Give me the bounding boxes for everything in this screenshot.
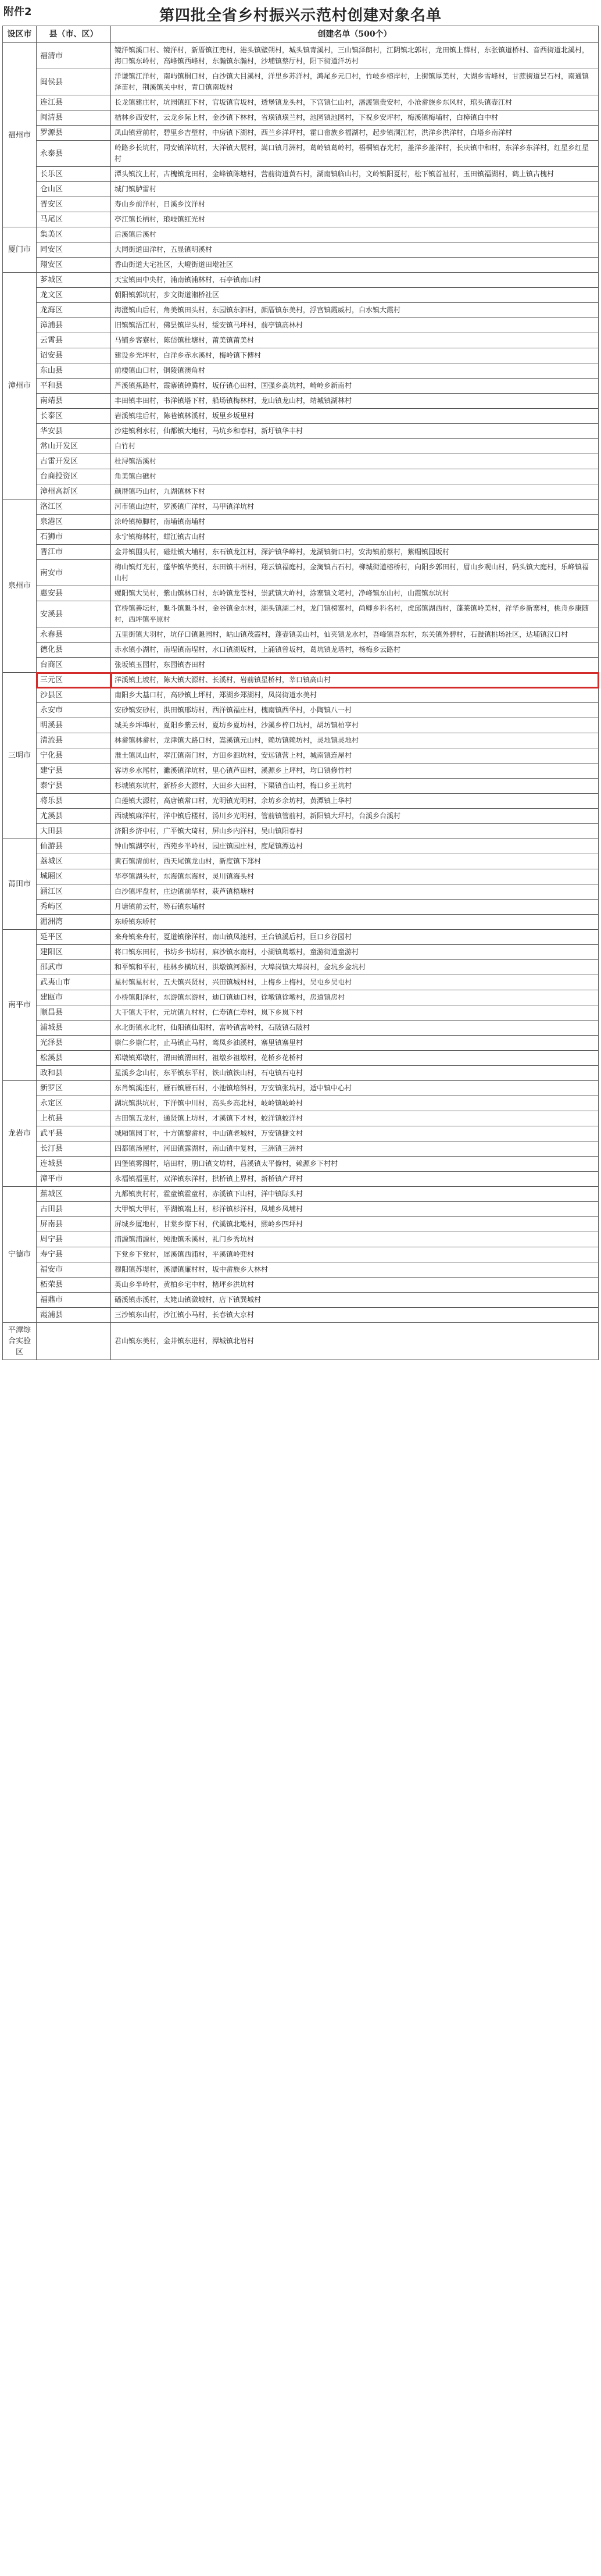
county-cell: 新罗区 (37, 1081, 111, 1096)
table-row (3, 884, 599, 900)
city-cell: 宁德市 (3, 1187, 37, 1323)
table-row (3, 627, 599, 643)
county-cell: 集美区 (37, 227, 111, 242)
villages-cell: 沙建镇利水村，仙都镇大地村，马坑乡和春村，新圩镇华丰村 (111, 424, 599, 439)
county-cell: 泉港区 (37, 515, 111, 530)
county-cell: 建瓯市 (37, 990, 111, 1005)
county-cell: 古雷开发区 (37, 454, 111, 469)
villages-cell: 涂岭镇樟脚村，南埔镇南埔村 (111, 515, 599, 530)
table-row (3, 1051, 599, 1066)
table-row (3, 167, 599, 182)
village-list-table (2, 26, 599, 1360)
villages-cell: 四都镇汤屋村，河田镇露湖村，南山镇中复村，三洲镇三洲村 (111, 1141, 599, 1157)
villages-cell: 大同街道田洋村，五显镇明溪村 (111, 242, 599, 258)
villages-cell: 下党乡下党村，犀溪镇西浦村，平溪镇岭兜村 (111, 1247, 599, 1262)
table-row (3, 915, 599, 930)
county-cell: 安溪县 (37, 601, 111, 627)
villages-cell: 建设乡光坪村，白洋乡赤水溪村，梅岭镇下傅村 (111, 348, 599, 363)
table-row (3, 197, 599, 212)
table-row (3, 763, 599, 779)
county-cell: 周宁县 (37, 1232, 111, 1247)
header-city: 设区市 (3, 26, 37, 43)
city-cell: 厦门市 (3, 227, 37, 273)
villages-cell: 大甲镇大甲村，平湖镇端上村，杉洋镇杉洋村，凤埔乡凤埔村 (111, 1202, 599, 1217)
table-row (3, 1202, 599, 1217)
table-row (3, 673, 599, 688)
table-row (3, 1232, 599, 1247)
villages-cell: 岭路乡长坑村，同安镇洋坑村，大洋镇大展村，嵩口镇月洲村，葛岭镇葛岭村，梧桐镇春光村，盖洋乡盖洋村，长庆镇中和村，东洋乡东洋村，红星乡红星村 (111, 141, 599, 167)
county-cell: 晋安区 (37, 197, 111, 212)
county-cell: 福清市 (37, 43, 111, 69)
county-cell: 屏南县 (37, 1217, 111, 1232)
villages-cell: 将口镇东田村，书坊乡书坊村，麻沙镇水南村，小湖镇葛墩村，童游街道童游村 (111, 945, 599, 960)
villages-cell: 后溪镇后溪村 (111, 227, 599, 242)
table-row (3, 318, 599, 333)
county-cell: 顺昌县 (37, 1005, 111, 1021)
county-cell: 长乐区 (37, 167, 111, 182)
villages-cell: 屏城乡厦地村，甘棠乡漈下村，代溪镇北墘村，熙岭乡四坪村 (111, 1217, 599, 1232)
county-cell: 台商投资区 (37, 469, 111, 484)
table-row (3, 110, 599, 126)
table-row (3, 688, 599, 703)
county-cell: 永安市 (37, 703, 111, 718)
villages-cell: 芦溪镇蕉路村，霞寨镇钟腾村，坂仔镇心田村，国强乡高坑村，崎岭乡新南村 (111, 379, 599, 394)
county-cell: 东山县 (37, 363, 111, 379)
villages-cell: 官桥镇善坛村，魁斗镇魁斗村，金谷镇金东村，湖头镇湖二村，龙门镇榜寨村，尚卿乡科名村，虎邱镇湖西村，蓬莱镇岭美村，祥华乡新寨村，桃舟乡康随村，西坪镇平原村 (111, 601, 599, 627)
villages-cell: 五里街镇大羽村，坑仔口镇魁园村，岵山镇茂霞村，蓬壶镇美山村，仙夹镇龙水村，吾峰镇吾东村，东关镇外碧村，石鼓镇桃场社区，达埔镇汉口村 (111, 627, 599, 643)
county-cell: 浦城县 (37, 1021, 111, 1036)
county-cell: 漳州高新区 (37, 484, 111, 499)
table-row (3, 748, 599, 763)
county-cell: 荔城区 (37, 854, 111, 869)
villages-cell: 白沙镇坪盘村，庄边镇前华村，萩芦镇梧塘村 (111, 884, 599, 900)
county-cell: 泰宁县 (37, 779, 111, 794)
villages-cell: 客坊乡水尾村，濉溪镇洋坑村，里心镇芦田村，溪源乡上坪村，均口镇修竹村 (111, 763, 599, 779)
villages-cell: 寿山乡前洋村，日溪乡汶洋村 (111, 197, 599, 212)
table-row (3, 1066, 599, 1081)
table-row (3, 212, 599, 227)
county-cell: 连城县 (37, 1157, 111, 1172)
table-row (3, 499, 599, 515)
county-cell: 延平区 (37, 930, 111, 945)
county-cell: 马尾区 (37, 212, 111, 227)
county-cell: 尤溪县 (37, 809, 111, 824)
table-row (3, 930, 599, 945)
villages-cell: 螺阳镇大吴村，紫山镇林口村，东岭镇龙苍村，崇武镇大岞村，涂寨镇文笔村，净峰镇东山村，山霞镇东坑村 (111, 586, 599, 601)
county-cell: 宁化县 (37, 748, 111, 763)
county-cell: 涵江区 (37, 884, 111, 900)
villages-cell: 天宝镇田中央村，浦南镇浦林村，石亭镇南山村 (111, 273, 599, 288)
county-cell: 建阳区 (37, 945, 111, 960)
county-cell: 上杭县 (37, 1111, 111, 1126)
county-cell: 台商区 (37, 658, 111, 673)
table-row (3, 854, 599, 869)
villages-cell: 赤水镇小湖村，南埕镇南埕村，水口镇湖坂村，上涌镇曾坂村，葛坑镇龙塔村，杨梅乡云路村 (111, 643, 599, 658)
city-cell: 三明市 (3, 673, 37, 839)
county-cell: 古田县 (37, 1202, 111, 1217)
county-cell: 平和县 (37, 379, 111, 394)
county-cell: 秀屿区 (37, 900, 111, 915)
table-row (3, 1111, 599, 1126)
county-cell: 德化县 (37, 643, 111, 658)
header-county: 县（市、区） (37, 26, 111, 43)
county-cell: 龙文区 (37, 288, 111, 303)
villages-cell: 城厢镇园丁村，十方镇黎畲村，中山镇老城村，万安镇捷文村 (111, 1126, 599, 1141)
table-row (3, 379, 599, 394)
villages-cell: 三沙镇东山村，沙江镇小马村，长春镇大京村 (111, 1308, 599, 1323)
table-row (3, 43, 599, 69)
county-cell: 松溪县 (37, 1051, 111, 1066)
villages-cell: 河市镇山边村，罗溪镇广洋村，马甲镇洋坑村 (111, 499, 599, 515)
table-row (3, 258, 599, 273)
villages-cell: 凤山镇营前村，碧里乡吉壁村，中房镇下湖村，西兰乡洋坪村，霍口畲族乡福湖村，起步镇洞江村，洪洋乡洪洋村，白塔乡南洋村 (111, 126, 599, 141)
table-row (3, 1278, 599, 1293)
county-cell: 仓山区 (37, 182, 111, 197)
table-row (3, 1036, 599, 1051)
villages-cell: 金井镇围头村，磁灶镇大埔村，东石镇龙江村，深沪镇华峰村，龙湖镇衙口村，安海镇前蔡村，紫帽镇园坂村 (111, 545, 599, 560)
villages-cell: 海澄镇山后村，角美镇田头村，东园镇东泗村，颜厝镇东美村，浮宫镇霞威村，白水镇大霞村 (111, 303, 599, 318)
county-cell: 常山开发区 (37, 439, 111, 454)
county-cell: 漳平市 (37, 1172, 111, 1187)
villages-cell: 张坂镇玉园村，东园镇杏田村 (111, 658, 599, 673)
county-cell: 蕉城区 (37, 1187, 111, 1202)
county-cell: 诏安县 (37, 348, 111, 363)
table-row (3, 703, 599, 718)
villages-cell: 小桥镇阳泽村，东游镇东游村，迪口镇迪口村，徐墩镇徐墩村，房道镇房村 (111, 990, 599, 1005)
county-cell: 长汀县 (37, 1141, 111, 1157)
villages-cell: 林畲镇林畲村，龙津镇大路口村，嵩溪镇元山村，赖坊镇赖坊村，灵地镇灵地村 (111, 733, 599, 748)
villages-cell: 马铺乡客寮村，陈岱镇杜塘村，莆美镇莆美村 (111, 333, 599, 348)
county-cell: 福鼎市 (37, 1293, 111, 1308)
table-row (3, 394, 599, 409)
table-row (3, 794, 599, 809)
county-cell: 惠安县 (37, 586, 111, 601)
villages-cell: 西城镇麻洋村，洋中镇后楼村，汤川乡光明村，管前镇管前村，新阳镇大坪村，台溪乡台溪村 (111, 809, 599, 824)
table-row (3, 242, 599, 258)
villages-cell: 水北街镇水北村，仙阳镇仙阳村，富岭镇富岭村，石陂镇石陂村 (111, 1021, 599, 1036)
table-row (3, 182, 599, 197)
county-cell (37, 1323, 111, 1360)
table-row (3, 1172, 599, 1187)
table-row (3, 1247, 599, 1262)
county-cell: 南靖县 (37, 394, 111, 409)
table-row (3, 530, 599, 545)
table-row (3, 1157, 599, 1172)
county-cell: 石狮市 (37, 530, 111, 545)
county-cell: 建宁县 (37, 763, 111, 779)
table-row (3, 945, 599, 960)
table-row (3, 1005, 599, 1021)
county-cell: 武夷山市 (37, 975, 111, 990)
table-row (3, 288, 599, 303)
city-cell: 平潭综合实验区 (3, 1323, 37, 1360)
villages-cell: 穆阳镇苏堤村，溪潭镇廉村村，坂中畲族乡大林村 (111, 1262, 599, 1278)
villages-cell: 磻溪镇赤溪村，太姥山镇潋城村，店下镇巽城村 (111, 1293, 599, 1308)
county-cell: 闽清县 (37, 110, 111, 126)
city-cell: 龙岩市 (3, 1081, 37, 1187)
county-cell: 云霄县 (37, 333, 111, 348)
villages-cell: 洋谦镇江洋村，南屿镇桐口村，白沙镇大目溪村，洋里乡苏洋村，鸿尾乡元口村，竹岐乡榕岸村，上街镇厚美村，大湖乡雪峰村，甘蔗街道昙石村，南通镇泽苗村，荆溪镇关中村，青口镇南坂村 (111, 69, 599, 95)
villages-cell: 淮土镇凤山村，翠江镇南门村，方田乡泗坑村，安远镇营上村，城南镇连屋村 (111, 748, 599, 763)
county-cell: 将乐县 (37, 794, 111, 809)
villages-cell: 杜浔镇浯溪村 (111, 454, 599, 469)
county-cell: 南安市 (37, 560, 111, 586)
villages-cell: 君山镇东美村，金井镇东进村，潭城镇北岩村 (111, 1323, 599, 1360)
table-row (3, 409, 599, 424)
villages-cell: 月塘镇前云村，笏石镇东埔村 (111, 900, 599, 915)
table-row (3, 454, 599, 469)
villages-cell: 丰田镇丰田村，书洋镇塔下村，船场镇梅林村，龙山镇龙山村，靖城镇湖林村 (111, 394, 599, 409)
table-row (3, 424, 599, 439)
table-row (3, 975, 599, 990)
villages-cell: 浦源镇浦源村，纯池镇禾溪村，礼门乡秀坑村 (111, 1232, 599, 1247)
villages-cell: 钟山镇湖亭村，西苑乡半岭村，园庄镇园庄村，度尾镇潭边村 (111, 839, 599, 854)
table-row (3, 809, 599, 824)
county-cell: 芗城区 (37, 273, 111, 288)
city-cell: 泉州市 (3, 499, 37, 673)
city-cell: 南平市 (3, 930, 37, 1081)
table-row (3, 990, 599, 1005)
villages-cell: 岩溪镇珪后村，陈巷镇林溪村，坂里乡坂里村 (111, 409, 599, 424)
table-row (3, 718, 599, 733)
villages-cell: 杉城镇东坑村，新桥乡大源村，大田乡大田村，下渠镇音山村，梅口乡王坑村 (111, 779, 599, 794)
table-row (3, 779, 599, 794)
villages-cell: 崇仁乡崇仁村，止马镇止马村，鸾凤乡油溪村，寨里镇寨里村 (111, 1036, 599, 1051)
table-row (3, 560, 599, 586)
table-row (3, 69, 599, 95)
villages-cell: 梅山镇灯光村，蓬华镇华美村，东田镇丰州村，翔云镇福庭村，金淘镇占石村，柳城街道榕桥村，向阳乡郭田村，眉山乡观山村，码头镇大庭村，乐峰镇福山村 (111, 560, 599, 586)
county-cell: 永泰县 (37, 141, 111, 167)
county-cell: 洛江区 (37, 499, 111, 515)
table-row (3, 586, 599, 601)
city-cell: 漳州市 (3, 273, 37, 499)
table-row (3, 1217, 599, 1232)
villages-cell: 旧镇镇浯江村，佛昙镇岸头村，绥安镇马坪村，前亭镇高林村 (111, 318, 599, 333)
villages-cell: 城关乡坪埠村，夏阳乡紫云村，夏坊乡夏坊村，沙溪乡梓口坑村，胡坊镇柏亨村 (111, 718, 599, 733)
village-list-table-wrap (2, 26, 599, 1360)
villages-cell: 东肖镇溪连村，雁石镇雁石村，小池镇培斜村，万安镇张坑村，适中镇中心村 (111, 1081, 599, 1096)
villages-cell: 镜洋镇溪口村、镜洋村，新厝镇江兜村，港头镇壁朔村，城头镇青溪村，三山镇泽朗村，江阴镇北郭村，龙田镇上薛村，东张镇道桥村、音西街道北溪村，海口镇东岭村，高峰镇西峰村，东瀚镇东瀚村，沙埔镇蔡厅村，阳下街道洋坊村 (111, 43, 599, 69)
table-row (3, 1096, 599, 1111)
villages-cell: 朝阳镇郭坑村，步文街道湘桥社区 (111, 288, 599, 303)
table-row (3, 303, 599, 318)
villages-cell: 白莲镇大源村，高唐镇常口村，光明镇光明村，余坊乡余坊村，黄潭镇上华村 (111, 794, 599, 809)
table-row (3, 1081, 599, 1096)
villages-cell: 香山街道大宅社区，大嶝街道田墘社区 (111, 258, 599, 273)
county-cell: 三元区 (37, 673, 111, 688)
table-row (3, 824, 599, 839)
table-row (3, 1323, 599, 1360)
table-header-row (3, 26, 599, 43)
villages-cell: 四堡镇雾阁村，培田村，朋口镇文坊村，莒溪镇太平僚村，赖源乡下村村 (111, 1157, 599, 1172)
county-cell: 城厢区 (37, 869, 111, 884)
villages-cell: 古田镇五龙村，通贤镇上坊村，才溪镇下才村，蛟洋镇蛟洋村 (111, 1111, 599, 1126)
table-row (3, 601, 599, 627)
county-cell: 龙海区 (37, 303, 111, 318)
villages-cell: 长龙镇建庄村，坑园镇红下村，官坂镇官坂村，透堡镇龙头村，下宫镇仁山村，潘渡镇贵安村，小沧畲族乡东风村，琯头镇壶江村 (111, 95, 599, 110)
villages-cell: 华亭镇湖头村，东海镇东海村，灵川镇海头村 (111, 869, 599, 884)
county-cell: 邵武市 (37, 960, 111, 975)
table-row (3, 643, 599, 658)
villages-cell: 前楼镇山口村，铜陵镇澳角村 (111, 363, 599, 379)
villages-cell: 黄石镇清前村，西天尾镇龙山村，新度镇下郑村 (111, 854, 599, 869)
county-cell: 光泽县 (37, 1036, 111, 1051)
table-row (3, 1262, 599, 1278)
villages-cell: 角美镇白礁村 (111, 469, 599, 484)
header-villages: 创建名单（500个） (111, 26, 599, 43)
table-row (3, 363, 599, 379)
table-row (3, 1141, 599, 1157)
table-row (3, 348, 599, 363)
attachment-label: 附件2 (3, 6, 32, 18)
villages-cell: 永福镇福里村，双洋镇东洋村，拱桥镇上界村，新桥镇产坪村 (111, 1172, 599, 1187)
villages-cell: 星溪乡念山村，东平镇东平村，铁山镇铁山村，石屯镇石屯村 (111, 1066, 599, 1081)
table-row (3, 658, 599, 673)
county-cell: 霞浦县 (37, 1308, 111, 1323)
county-cell: 湄洲湾 (37, 915, 111, 930)
villages-cell: 郑墩镇郑墩村，渭田镇渭田村，祖墩乡祖墩村，花桥乡花桥村 (111, 1051, 599, 1066)
villages-cell: 永宁镇梅林村，蚶江镇古山村 (111, 530, 599, 545)
county-cell: 明溪县 (37, 718, 111, 733)
table-row (3, 126, 599, 141)
county-cell: 福安市 (37, 1262, 111, 1278)
villages-cell: 桔林乡西安村，云龙乡际上村，金沙镇下林村，省璜镇璜兰村，池园镇池园村，下祝乡安坪村，梅溪镇梅埔村，白樟镇白中村 (111, 110, 599, 126)
villages-cell: 洋溪镇上坡村，陈大镇大源村、长溪村，岩前镇星桥村，莘口镇高山村 (111, 673, 599, 688)
county-cell: 漳浦县 (37, 318, 111, 333)
county-cell: 永定区 (37, 1096, 111, 1111)
table-row (3, 900, 599, 915)
county-cell: 翔安区 (37, 258, 111, 273)
county-cell: 政和县 (37, 1066, 111, 1081)
county-cell: 华安县 (37, 424, 111, 439)
county-cell: 同安区 (37, 242, 111, 258)
table-row (3, 469, 599, 484)
county-cell: 晋江市 (37, 545, 111, 560)
table-row (3, 1187, 599, 1202)
villages-cell: 亭江镇长柄村，琅岐镇红光村 (111, 212, 599, 227)
table-row (3, 839, 599, 854)
county-cell: 武平县 (37, 1126, 111, 1141)
table-row (3, 439, 599, 454)
villages-cell: 南阳乡大基口村，高砂镇上坪村，郑湖乡郑湖村，凤岗街道水美村 (111, 688, 599, 703)
table-row (3, 515, 599, 530)
villages-cell: 东峤镇东峤村 (111, 915, 599, 930)
table-row (3, 95, 599, 110)
villages-cell: 安砂镇安砂村，洪田镇邢坊村，西洋镇福庄村，槐南镇西华村，小陶镇八一村 (111, 703, 599, 718)
villages-cell: 和平镇和平村，桂林乡横坑村，洪墩镇河源村，大埠岗镇大埠岗村，金坑乡金坑村 (111, 960, 599, 975)
county-cell: 寿宁县 (37, 1247, 111, 1262)
table-row (3, 1293, 599, 1308)
county-cell: 闽侯县 (37, 69, 111, 95)
county-cell: 柘荣县 (37, 1278, 111, 1293)
villages-cell: 星村镇星村村，五夫镇兴贤村，兴田镇城村村，上梅乡上梅村，吴屯乡吴屯村 (111, 975, 599, 990)
county-cell: 沙县区 (37, 688, 111, 703)
table-row (3, 273, 599, 288)
county-cell: 永春县 (37, 627, 111, 643)
table-body (3, 43, 599, 1360)
county-cell: 长泰区 (37, 409, 111, 424)
villages-cell: 城门镇胪雷村 (111, 182, 599, 197)
document-title: 第四批全省乡村振兴示范村创建对象名单 (159, 7, 442, 24)
table-row (3, 227, 599, 242)
villages-cell: 英山乡半岭村，黄柏乡宅中村，楮坪乡洪坑村 (111, 1278, 599, 1293)
table-row (3, 1021, 599, 1036)
villages-cell: 济阳乡济中村，广平镇大琦村，屏山乡内洋村，吴山镇阳春村 (111, 824, 599, 839)
table-row (3, 869, 599, 884)
table-row (3, 1308, 599, 1323)
city-cell: 莆田市 (3, 839, 37, 930)
table-row (3, 333, 599, 348)
county-cell: 连江县 (37, 95, 111, 110)
county-cell: 仙游县 (37, 839, 111, 854)
table-row (3, 141, 599, 167)
table-row (3, 960, 599, 975)
villages-cell: 潭头镇汶上村，古槐镇龙田村，金峰镇陈塘村，营前街道黄石村，湖南镇临山村，文岭镇阳夏村，松下镇首祉村，玉田镇福湖村，鹤上镇古槐村 (111, 167, 599, 182)
villages-cell: 来舟镇来舟村，夏道镇徐洋村，南山镇凤池村，王台镇溪后村，巨口乡谷园村 (111, 930, 599, 945)
county-cell: 大田县 (37, 824, 111, 839)
villages-cell: 大干镇大干村，元坑镇九村村，仁寿镇仁寿村，岚下乡岚下村 (111, 1005, 599, 1021)
villages-cell: 九都镇贵村村，霍童镇霍童村，赤溪镇下山村，洋中镇际头村 (111, 1187, 599, 1202)
table-row (3, 733, 599, 748)
table-row (3, 484, 599, 499)
county-cell: 罗源县 (37, 126, 111, 141)
table-row (3, 545, 599, 560)
city-cell: 福州市 (3, 43, 37, 227)
villages-cell: 颜厝镇巧山村，九湖镇林下村 (111, 484, 599, 499)
table-row (3, 1126, 599, 1141)
villages-cell: 湖坑镇洪坑村，下洋镇中川村，高头乡高北村，岐岭镇岐岭村 (111, 1096, 599, 1111)
villages-cell: 白竹村 (111, 439, 599, 454)
county-cell: 清流县 (37, 733, 111, 748)
